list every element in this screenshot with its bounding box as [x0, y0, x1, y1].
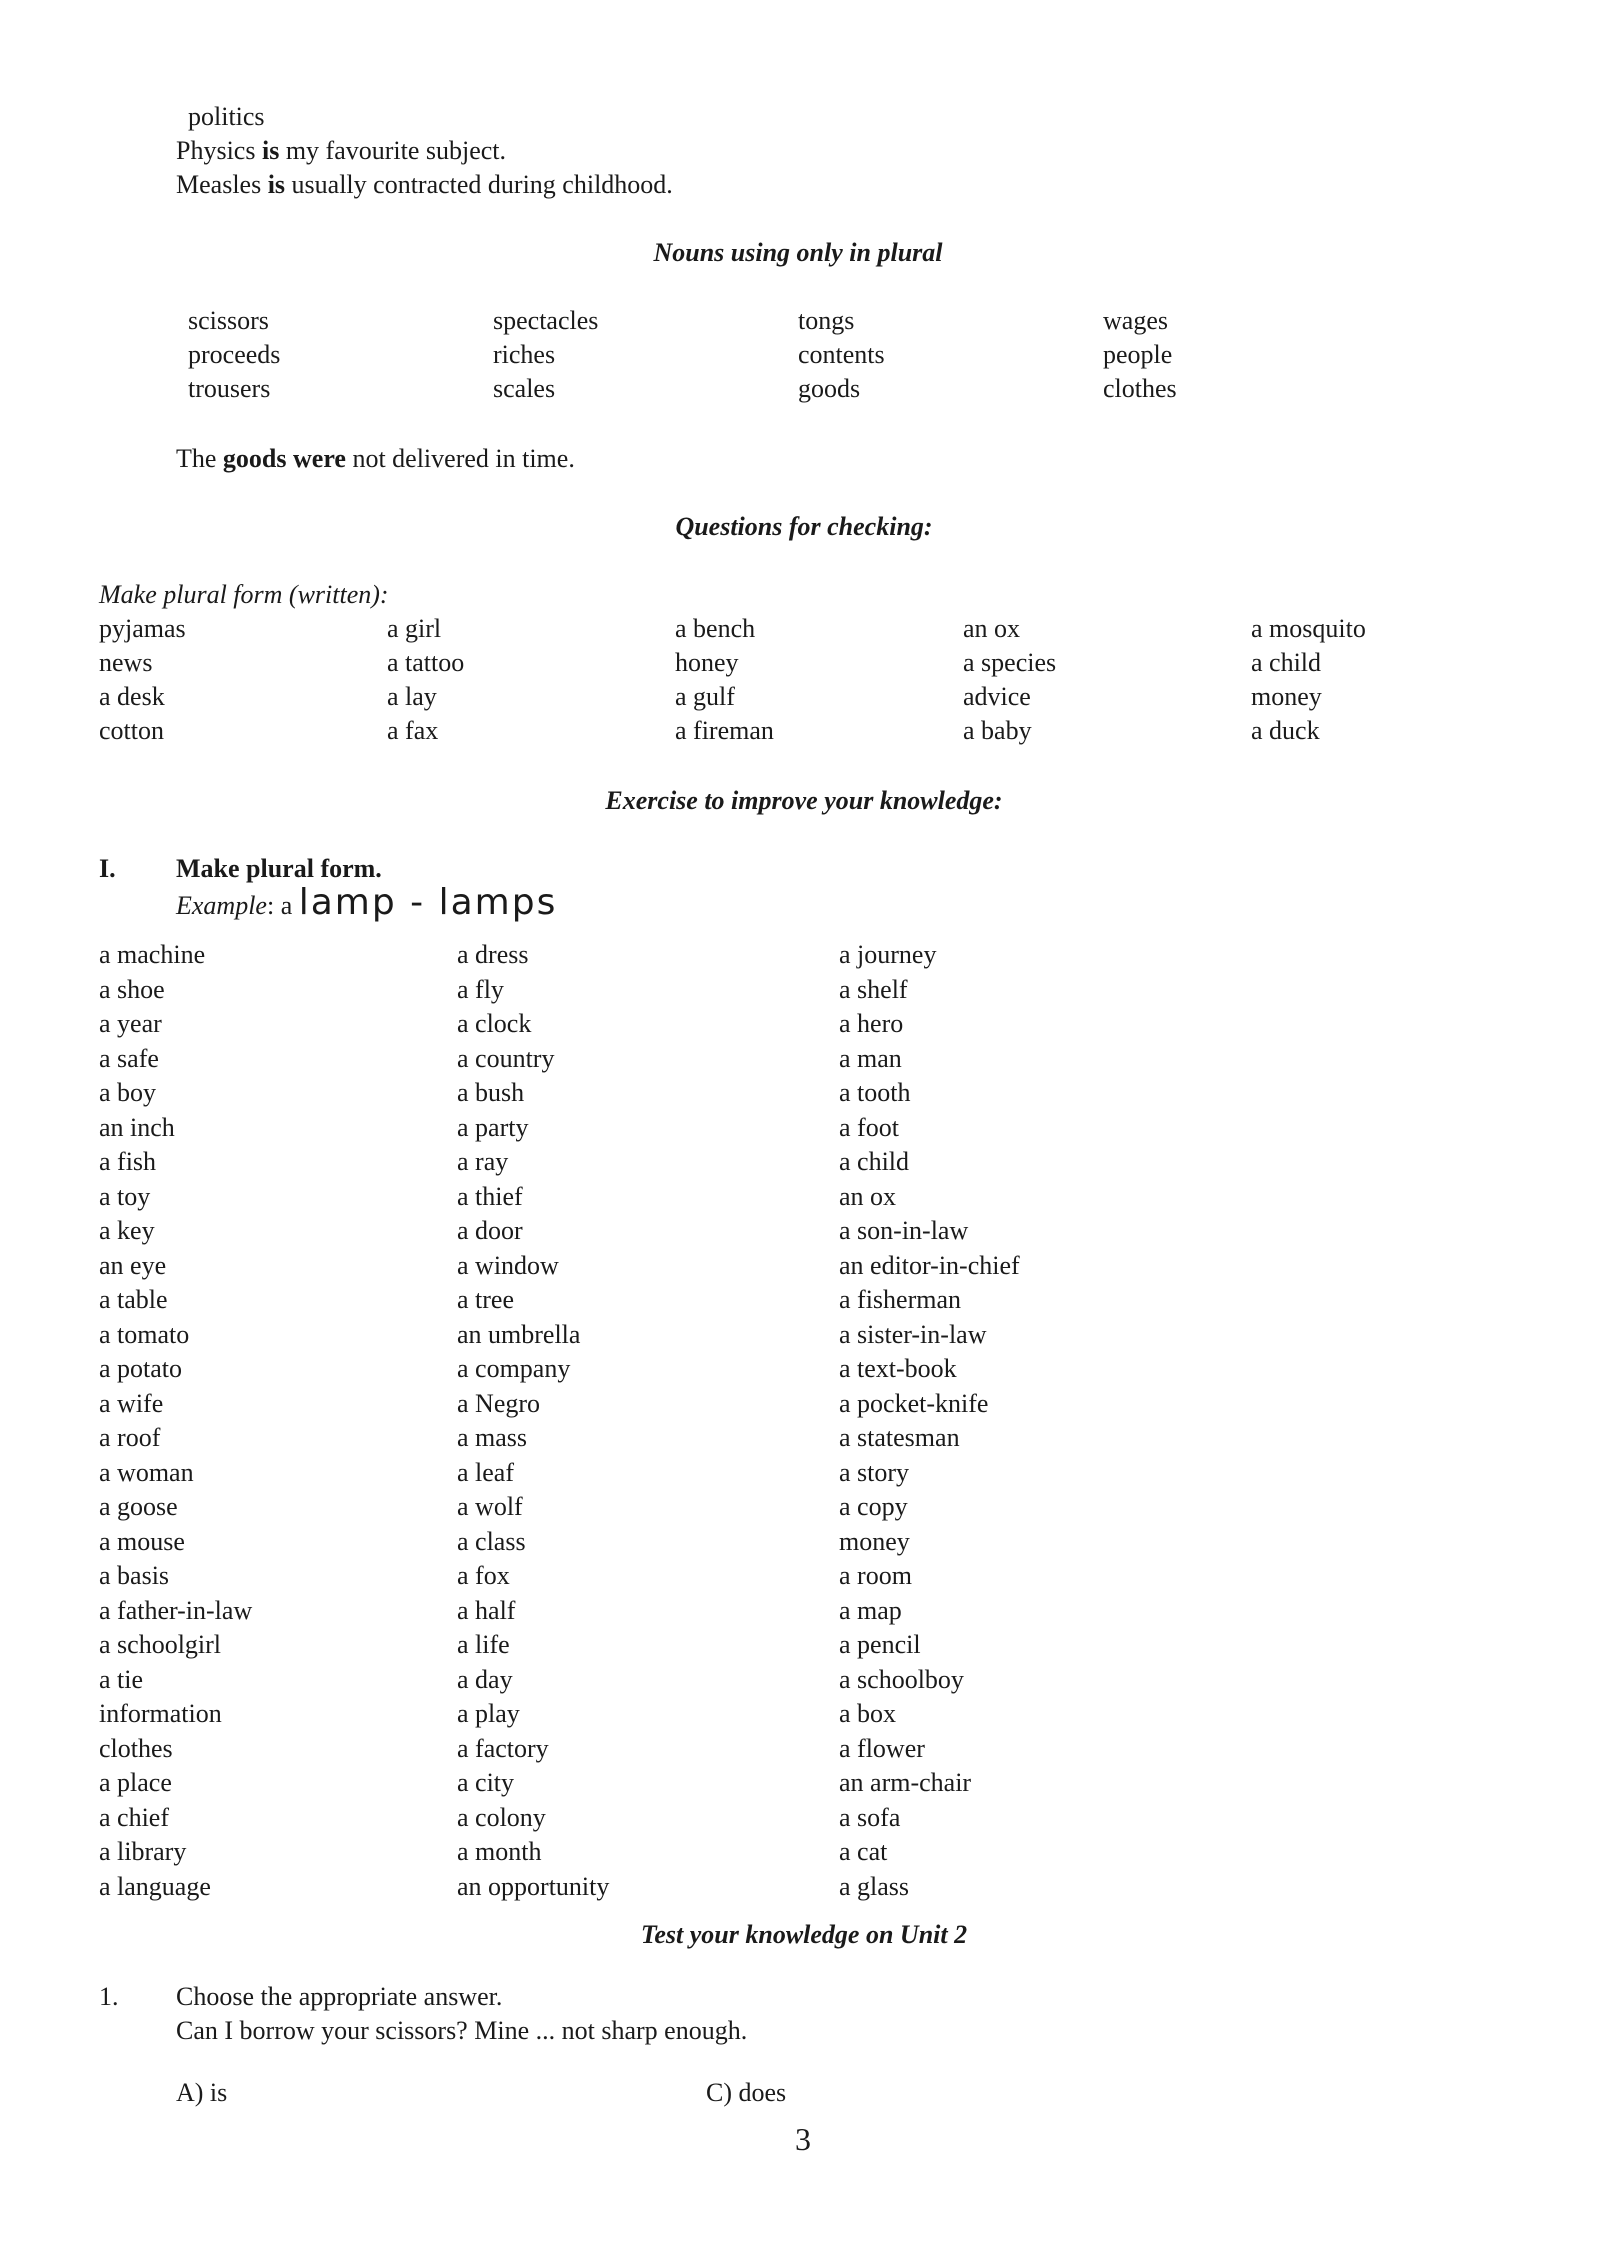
exercise-word: a library — [99, 1837, 187, 1866]
exercise-word: an arm-chair — [839, 1768, 972, 1797]
plural-only-column-3 — [798, 304, 885, 406]
exercise-heading: Exercise to improve your knowledge: — [605, 786, 1003, 815]
exercise-word: a thief — [457, 1181, 523, 1211]
questions-instruction: Make plural form (written): — [99, 580, 389, 609]
exercise-word: a shoe — [99, 974, 165, 1004]
exercise-word: information — [99, 1699, 222, 1728]
question-word: a mosquito — [1251, 614, 1366, 643]
exercise-word: a class — [457, 1526, 526, 1556]
exercise-word: a city — [457, 1768, 515, 1797]
plural-only-heading: Nouns using only in plural — [653, 238, 943, 267]
plural-only-column-4 — [1103, 304, 1177, 406]
exercise-word: a Negro — [457, 1388, 541, 1418]
exercise-word: a chief — [99, 1802, 170, 1832]
exercise-number: I. — [99, 854, 116, 883]
exercise-word: a language — [99, 1871, 211, 1901]
plural-only-word: trousers — [188, 374, 271, 404]
example-label: Example — [176, 891, 267, 920]
test-question-instruction: Choose the appropriate answer. — [176, 1982, 503, 2011]
question-word: a fireman — [675, 716, 774, 746]
exercise-word: clothes — [99, 1733, 173, 1763]
exercise-word: a father-in-law — [99, 1595, 253, 1625]
exercise-word: a half — [457, 1595, 516, 1625]
exercise-word: a boy — [99, 1078, 157, 1107]
exercise-word: a room — [839, 1561, 912, 1590]
exercise-word: a text-book — [839, 1354, 957, 1383]
exercise-word: a mouse — [99, 1526, 185, 1556]
question-word: a lay — [387, 682, 437, 712]
questions-column-4 — [963, 612, 1056, 748]
plural-only-word: wages — [1103, 306, 1168, 335]
question-word: money — [1251, 682, 1322, 712]
exercise-table — [0, 938, 1600, 1908]
exercise-word: a glass — [839, 1871, 910, 1901]
exercise-column-3 — [839, 938, 1020, 1904]
test-question-number: 1. — [99, 1982, 119, 2011]
exercise-word: a colony — [457, 1802, 546, 1832]
exercise-word: an eye — [99, 1250, 167, 1280]
exercise-word: a pocket-knife — [839, 1388, 989, 1418]
question-word: a fax — [387, 716, 439, 746]
exercise-word: money — [839, 1526, 910, 1556]
exercise-word: an opportunity — [457, 1871, 610, 1901]
exercise-word: a mass — [457, 1423, 528, 1452]
text-fragment: my favourite subject. — [279, 136, 507, 165]
exercise-word: a cat — [839, 1837, 888, 1866]
exercise-word: an inch — [99, 1112, 175, 1142]
exercise-word: a party — [457, 1112, 529, 1142]
plural-only-word: people — [1103, 340, 1173, 370]
question-word: advice — [963, 682, 1031, 712]
plural-only-table — [0, 304, 1600, 414]
test-heading: Test your knowledge on Unit 2 — [640, 1920, 968, 1949]
exercise-word: a fisherman — [839, 1285, 962, 1314]
test-option-c: C) does — [706, 2078, 787, 2107]
plural-only-word: riches — [493, 340, 556, 370]
plural-only-word: spectacles — [493, 306, 599, 335]
exercise-word: a tomato — [99, 1319, 190, 1349]
intro-line-physics — [176, 134, 506, 168]
exercise-word: a schoolboy — [839, 1664, 964, 1694]
exercise-word: a hero — [839, 1009, 904, 1038]
exercise-word: a tooth — [839, 1078, 911, 1107]
plural-only-word: contents — [798, 340, 885, 370]
questions-column-3 — [675, 612, 774, 748]
bold-verb: is — [267, 170, 286, 199]
exercise-example — [176, 882, 558, 926]
questions-heading: Questions for checking: — [675, 512, 933, 541]
exercise-word: a woman — [99, 1457, 194, 1487]
exercise-word: a month — [457, 1837, 542, 1866]
question-word: a duck — [1251, 716, 1320, 746]
questions-column-1 — [99, 612, 186, 748]
exercise-word: a life — [457, 1630, 510, 1659]
exercise-word: a factory — [457, 1733, 549, 1763]
question-word: a species — [963, 648, 1057, 678]
exercise-word: a clock — [457, 1009, 532, 1038]
question-word: a girl — [387, 614, 442, 643]
exercise-word: a table — [99, 1285, 168, 1314]
exercise-word: a company — [457, 1354, 571, 1383]
exercise-word: a story — [839, 1457, 910, 1487]
questions-column-2 — [387, 612, 464, 748]
plural-only-word: clothes — [1103, 374, 1177, 404]
exercise-word: a toy — [99, 1181, 151, 1211]
plural-only-column-2 — [493, 304, 598, 406]
questions-column-5 — [1251, 612, 1366, 748]
question-word: a gulf — [675, 682, 735, 712]
exercise-word: an ox — [839, 1181, 897, 1211]
exercise-word: a roof — [99, 1423, 161, 1452]
exercise-title: Make plural form. — [176, 854, 382, 883]
exercise-word: a basis — [99, 1561, 170, 1590]
exercise-word: a year — [99, 1009, 162, 1038]
exercise-word: a son-in-law — [839, 1216, 969, 1245]
exercise-word: a fox — [457, 1561, 510, 1590]
test-option-a: A) is — [176, 2078, 228, 2107]
question-word: honey — [675, 648, 739, 678]
exercise-word: a journey — [839, 940, 937, 969]
exercise-word: a goose — [99, 1492, 178, 1521]
page-number: 3 — [795, 2121, 811, 2157]
question-word: a desk — [99, 682, 165, 712]
intro-line-measles — [176, 168, 673, 202]
test-question-text: Can I borrow your scissors? Mine ... not sharp enough. — [176, 2016, 748, 2045]
question-word: a tattoo — [387, 648, 465, 678]
question-word: cotton — [99, 716, 164, 746]
question-word: a bench — [675, 614, 756, 643]
question-word: a baby — [963, 716, 1032, 746]
exercise-word: a bush — [457, 1078, 525, 1107]
exercise-word: a box — [839, 1699, 897, 1728]
bold-phrase: goods were — [222, 444, 346, 473]
exercise-word: a copy — [839, 1492, 908, 1521]
exercise-word: a dress — [457, 940, 529, 969]
exercise-word: a leaf — [457, 1457, 515, 1487]
exercise-word: a tree — [457, 1285, 515, 1314]
plural-only-example — [176, 442, 575, 476]
exercise-word: a day — [457, 1664, 513, 1694]
exercise-column-2 — [457, 938, 609, 1904]
exercise-word: a play — [457, 1699, 520, 1728]
exercise-word: a ray — [457, 1147, 509, 1176]
exercise-word: a sister-in-law — [839, 1319, 987, 1349]
text-fragment: Physics — [176, 136, 262, 165]
example-text: lamp - lamps — [298, 882, 558, 923]
plural-only-word: scissors — [188, 306, 269, 335]
exercise-word: a tie — [99, 1664, 144, 1694]
exercise-word: a safe — [99, 1043, 159, 1073]
plural-only-word: goods — [798, 374, 861, 404]
exercise-word: an editor-in-chief — [839, 1250, 1020, 1280]
plural-only-word: tongs — [798, 306, 855, 335]
exercise-word: a flower — [839, 1733, 925, 1763]
exercise-word: a door — [457, 1216, 523, 1245]
text-fragment: The — [176, 444, 223, 473]
question-word: an ox — [963, 614, 1021, 643]
exercise-word: a child — [839, 1147, 910, 1176]
question-word: news — [99, 648, 153, 678]
text-fragment: usually contracted during childhood. — [285, 170, 673, 199]
exercise-word: a sofa — [839, 1802, 901, 1832]
plural-only-word: proceeds — [188, 340, 281, 370]
question-word: a child — [1251, 648, 1322, 678]
exercise-word: a place — [99, 1768, 172, 1797]
exercise-word: a map — [839, 1595, 902, 1625]
exercise-word: a potato — [99, 1354, 183, 1383]
intro-line-politics: politics — [188, 102, 265, 131]
exercise-word: a shelf — [839, 974, 908, 1004]
exercise-word: a key — [99, 1216, 155, 1245]
exercise-word: a machine — [99, 940, 206, 969]
exercise-word: a wife — [99, 1388, 164, 1418]
exercise-word: a wolf — [457, 1492, 523, 1521]
exercise-word: a schoolgirl — [99, 1630, 222, 1659]
plural-only-word: scales — [493, 374, 556, 404]
exercise-word: a man — [839, 1043, 902, 1073]
question-word: pyjamas — [99, 614, 186, 643]
text-fragment: : a — [266, 891, 299, 920]
text-fragment: not delivered in time. — [345, 444, 575, 473]
bold-verb: is — [261, 136, 280, 165]
exercise-word: a pencil — [839, 1630, 921, 1659]
exercise-word: a window — [457, 1250, 559, 1280]
exercise-word: a foot — [839, 1112, 899, 1142]
questions-table — [0, 612, 1600, 752]
plural-only-column-1 — [188, 304, 280, 406]
exercise-column-1 — [99, 938, 252, 1904]
exercise-word: a fish — [99, 1147, 157, 1176]
exercise-word: a fly — [457, 974, 504, 1004]
exercise-word: a country — [457, 1043, 555, 1073]
exercise-word: an umbrella — [457, 1319, 581, 1349]
text-fragment: Measles — [176, 170, 268, 199]
exercise-word: a statesman — [839, 1423, 960, 1452]
